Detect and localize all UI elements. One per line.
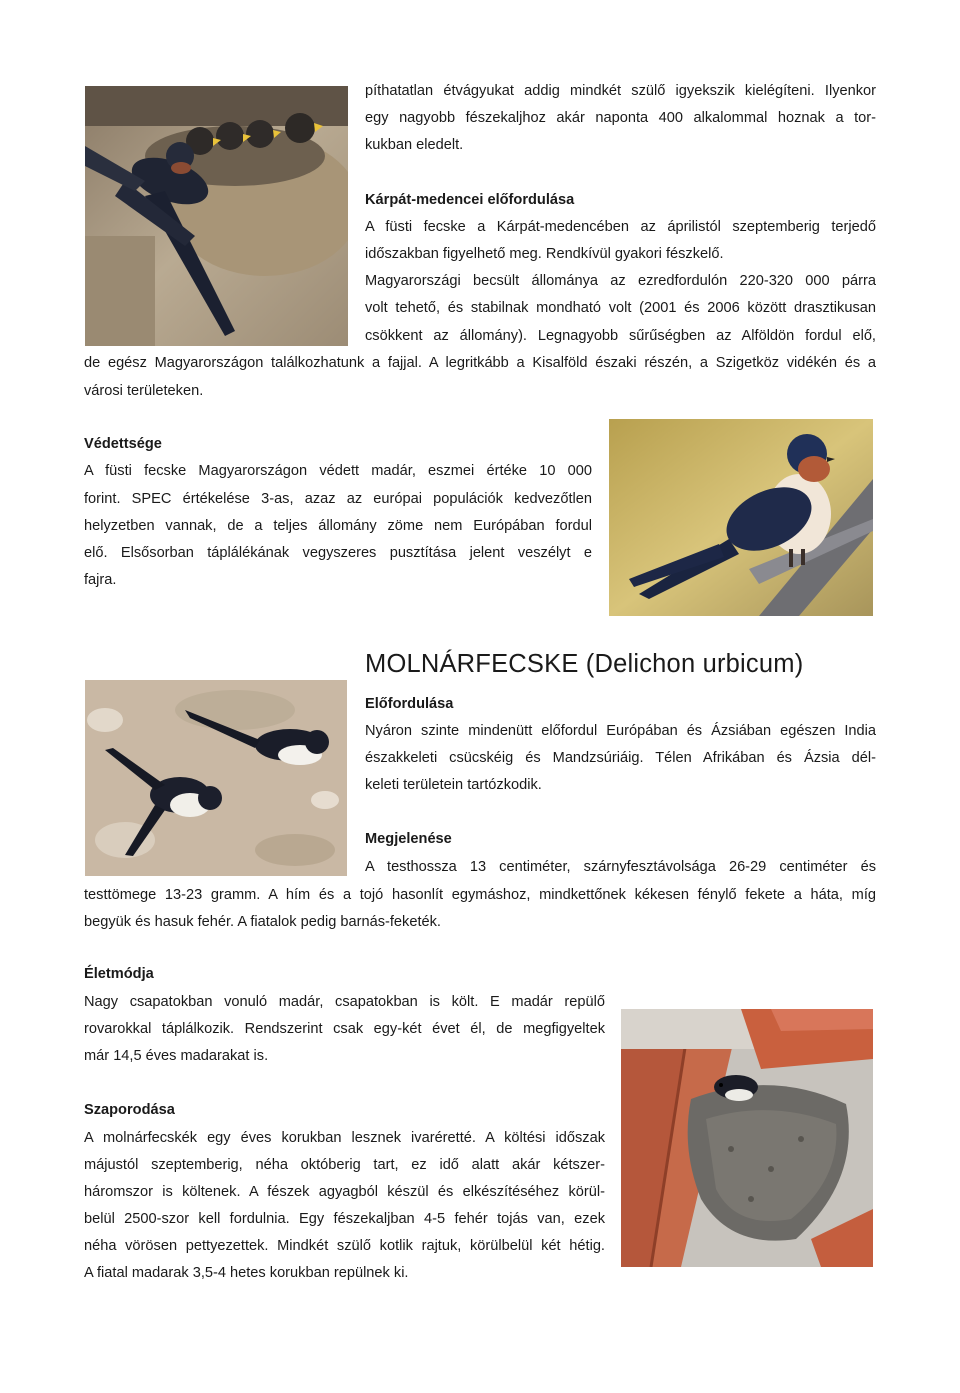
paragraph-line: A fiatal madarak 3,5-4 hetes korukban repülnek ki. [84, 1265, 409, 1281]
paragraph-line: időszakban figyelhető meg. Rendkívül gyakori fészkelő. [365, 246, 724, 262]
paragraph-line: keleti területein tartózkodik. [365, 777, 542, 793]
photo-house-martins-ground [85, 680, 347, 876]
paragraph-line: elő. Elsősorban táplálékának vegyszeres pusztítása jelent veszélyt e [84, 545, 592, 561]
paragraph-line: néha vörösen pettyezettek. Mindkét szülő kotlik rajtuk, körülbelül két hétig. [84, 1238, 605, 1254]
paragraph-line: volt tehető, és stabilnak mondható volt (2001 és 2006 között drasztikusan [365, 300, 876, 316]
paragraph-line: helyzetben vannak, de a teljes állomány zöme nem Európában fordul [84, 518, 592, 534]
species-title: MOLNÁRFECSKE (Delichon urbicum) [365, 650, 804, 678]
paragraph-line: píthatatlan étvágyukat addig mindkét szülő igyekszik kielégíteni. Ilyenkor [365, 83, 876, 99]
paragraph-line: de egész Magyarországon találkozhatunk a fajjal. A legritkább a Kisalföld északi részén, a Szigetköz vidékén és a [84, 355, 876, 371]
section-heading-karpat: Kárpát-medencei előfordulása [365, 192, 575, 208]
paragraph-line: kukban eledelt. [365, 137, 464, 153]
photo-barn-swallow-perched [609, 419, 873, 616]
paragraph-line: forint. SPEC értékelése 3-as, azaz az európai populációk kedvezőtlen [84, 491, 592, 507]
section-heading-eletmodja: Életmódja [84, 966, 154, 982]
paragraph-line: egy nagyobb fészekaljhoz akár naponta 400 alkalommal hoznak a tor- [365, 110, 876, 126]
section-heading-elofordulasa: Előfordulása [365, 696, 454, 712]
section-heading-szaporodasa: Szaporodása [84, 1102, 175, 1118]
paragraph-line: Nagy csapatokban vonuló madár, csapatokban is költ. E madár repülő [84, 994, 605, 1010]
paragraph-line: fajra. [84, 572, 117, 588]
paragraph-line: Nyáron szinte mindenütt előfordul Európában és Ázsiában egészen India [365, 723, 876, 739]
paragraph-line: A füsti fecske a Kárpát-medencében az áprilistól szeptemberig terjedő [365, 219, 876, 235]
paragraph-line: északkeleti csücskéig és Mandzsúriáig. Télen Afrikában és Ázsia dél- [365, 750, 876, 766]
photo-swallow-feeding-chicks [85, 86, 348, 346]
photo-house-martin-nest [621, 1009, 873, 1267]
paragraph-line: Magyarországi becsült állománya az ezredfordulón 220-320 000 párra [365, 273, 876, 289]
paragraph-line: testtömege 13-23 gramm. A hím és a tojó hasonlít egymáshoz, mindkettőnek kékesen fénylő fekete a háta, míg [84, 887, 876, 903]
paragraph-line: már 14,5 éves madarakat is. [84, 1048, 269, 1064]
paragraph-line: csökkent az állomány). Legnagyobb sűrűségben az Alföldön fordul elő, [365, 328, 876, 344]
section-heading-vedettsege: Védettsége [84, 436, 162, 452]
paragraph-line: májustól szeptemberig, néha októberig tart, ez idő alatt akár kétszer- [84, 1157, 605, 1173]
paragraph-line: rovarokkal táplálkozik. Rendszerint csak egy-két évet él, de megfigyeltek [84, 1021, 605, 1037]
paragraph-line: belül 2500-szor kell fordulnia. Egy fészekaljban 4-5 fehér tojás van, ezek [84, 1211, 605, 1227]
paragraph-line: begyük és hasuk fehér. A fiatalok pedig barnás-feketék. [84, 914, 441, 930]
paragraph-line: városi területeken. [84, 383, 204, 399]
paragraph-line: A füsti fecske Magyarországon védett madár, eszmei értéke 10 000 [84, 463, 592, 479]
paragraph-line: A testhossza 13 centiméter, szárnyfesztávolsága 26-29 centiméter és [365, 859, 876, 875]
section-heading-megjelenese: Megjelenése [365, 831, 452, 847]
paragraph-line: háromszor is költenek. A fészek agyagból készül és elkészítéséhez körül- [84, 1184, 605, 1200]
paragraph-line: A molnárfecskék egy éves korukban lesznek ivaréretté. A költési időszak [84, 1130, 605, 1146]
